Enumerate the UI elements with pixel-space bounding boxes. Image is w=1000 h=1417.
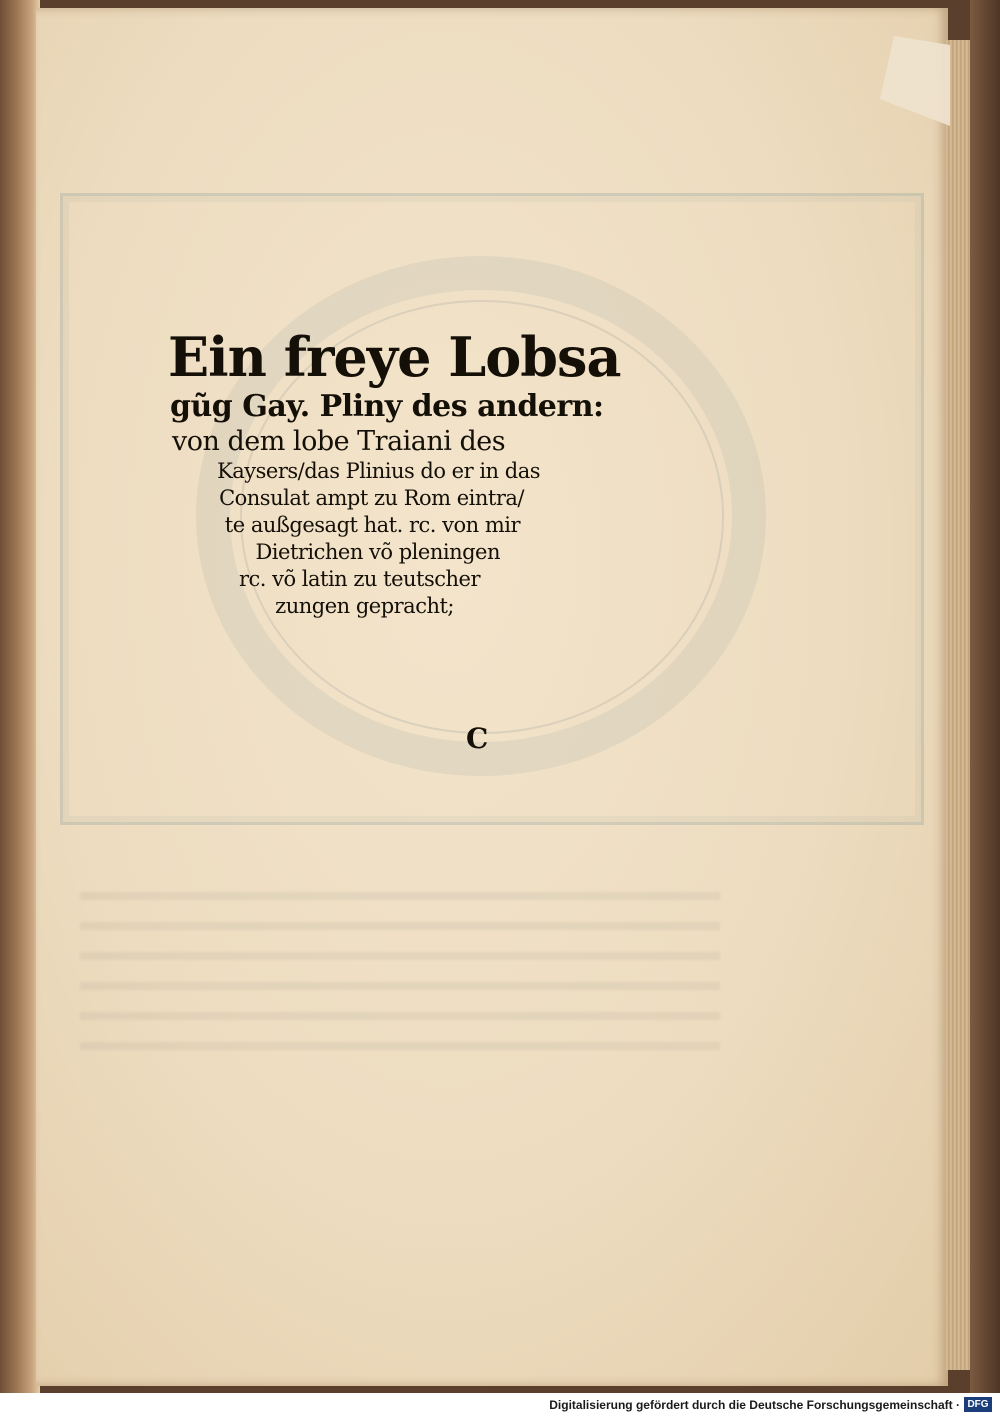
footer-text: Digitalisierung gefördert durch die Deutsche Forschungsgemeinschaft · bbox=[549, 1398, 960, 1412]
dfg-logo-icon: DFG bbox=[964, 1397, 992, 1412]
title-line: Kaysers/das Plinius do er in das bbox=[217, 459, 540, 483]
title-line: zungen gepracht; bbox=[275, 594, 454, 618]
title-line: Consulat ampt zu Rom eintra/ bbox=[219, 486, 524, 510]
title-line: gũg Gay. Pliny des andern: bbox=[170, 389, 604, 424]
title-text-block bbox=[160, 325, 621, 623]
title-line: von dem lobe Traiani des bbox=[172, 426, 506, 457]
title-line: rc. võ latin zu teutscher bbox=[238, 567, 480, 591]
title-line: Dietrichen võ pleningen bbox=[255, 540, 500, 564]
title-line: te außgesagt hat. rc. von mir bbox=[224, 513, 520, 537]
right-binding bbox=[970, 0, 1000, 1393]
bleed-through-text bbox=[80, 870, 720, 1070]
signature-mark: C bbox=[466, 722, 489, 755]
page-fore-edge bbox=[946, 40, 972, 1370]
funding-footer bbox=[0, 1393, 1000, 1417]
title-line: Ein freye Lobsa bbox=[168, 325, 621, 389]
left-binding bbox=[0, 0, 40, 1393]
